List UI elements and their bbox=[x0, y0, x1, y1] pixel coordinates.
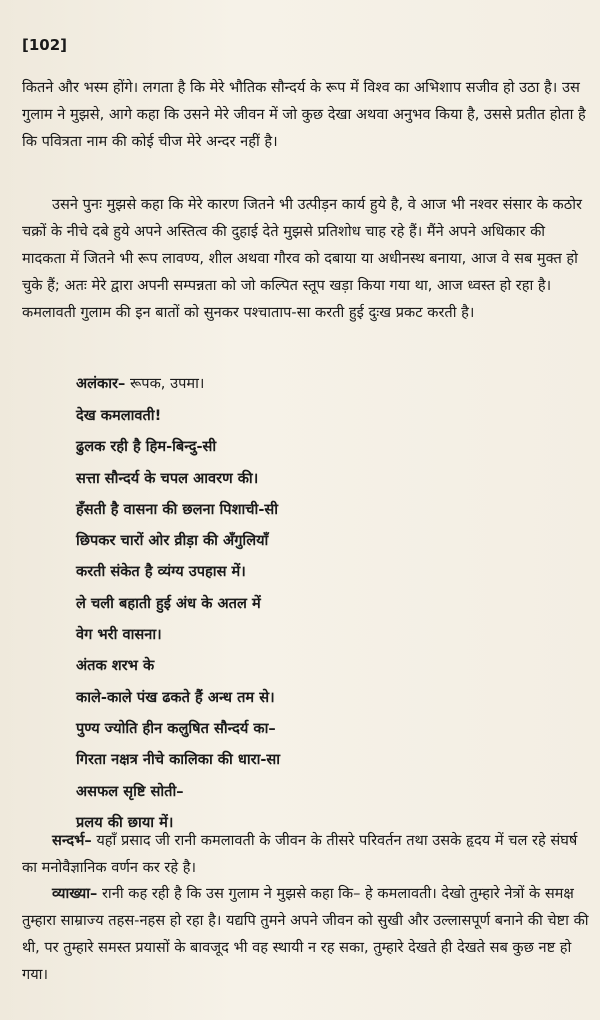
vyakhya-paragraph bbox=[22, 880, 590, 988]
verse-line: सत्ता सौन्दर्य के चपल आवरण की। bbox=[76, 469, 259, 487]
alankar-label: अलंकार– bbox=[76, 375, 126, 392]
verse-line: पुण्य ज्योति हीन कलुषित सौन्दर्य का– bbox=[76, 719, 276, 737]
paragraph-2: उसने पुनः मुझसे कहा कि मेरे कारण जितने भी उत्पीड़न कार्य हुये है, वे आज भी नश्वर संसार के कठोर चक्रों के नीचे दबे हुये अपने अस्तित्व की दुहाई देते मुझसे प्रतिशोध चाह रहे हैं। मैंने अपने अधिकार की मादकता में जितने भी रूप लावण्य, शील अथवा गौरव को दबाया या अधीनस्थ बनाया, आज वे सब मुक्त हो चुके हैं; अतः मेरे द्वारा अपनी सम्पन्नता को जो कल्पित स्तूप खड़ा किया गया था, आज ध्वस्त हो रहा है। कमलावती गुलाम की इन बातों को सुनकर पश्चाताप-सा करती हुई दुःख प्रकट करती है। bbox=[22, 196, 582, 321]
verse-line: ले चली बहाती हुई अंध के अतल में bbox=[76, 594, 261, 612]
verse-line: देख कमलावती! bbox=[76, 407, 162, 424]
verse-line: काले-काले पंख ढकते हैं अन्ध तम से। bbox=[76, 688, 275, 706]
verse-line: प्रलय की छाया में। bbox=[76, 813, 174, 831]
sandarbh-text: यहाँ प्रसाद जी रानी कमलावती के जीवन के तीसरे परिवर्तन तथा उसके हृदय में चल रहे संघर्ष का मनोवैज्ञानिक वर्णन कर रहे है। bbox=[22, 832, 578, 876]
alankar-text: रूपक, उपमा। bbox=[125, 375, 205, 392]
verse-line: छिपकर चारों ओर व्रीड़ा की अँगुलियाँ bbox=[76, 532, 269, 550]
verse-line: वेग भरी वासना। bbox=[76, 626, 162, 644]
verse-line: असफल सृष्टि सोती– bbox=[76, 782, 184, 800]
verse-block bbox=[76, 400, 586, 838]
sandarbh-label: सन्दर्भ– bbox=[52, 832, 92, 849]
verse-line: गिरता नक्षत्र नीचे कालिका की धारा-सा bbox=[76, 751, 281, 769]
verse-line: अंतक शरभ के bbox=[76, 657, 155, 675]
vyakhya-text: रानी कह रही है कि उस गुलाम ने मुझसे कहा कि– हे कमलावती। देखो तुम्हारे नेत्रों के समक्ष तुम्हारा साम्राज्य तहस-नहस हो रहा है। यद्यपि तुमने अपने जीवन को सुखी और उल्लासपूर्ण बनाने की चेष्टा की थी, पर तुम्हारे समस्त प्रयासों के बावजूद भी वह स्थायी न रह सका, तुम्हारे देखते ही देखते सब कुछ नष्ट हो गया। bbox=[22, 885, 589, 983]
sandarbh-paragraph bbox=[22, 827, 590, 881]
verse-line: करती संकेत है व्यंग्य उपहास में। bbox=[76, 563, 246, 581]
page-number: [102] bbox=[22, 36, 68, 54]
verse-line: ढुलक रही है हिम-बिन्दु-सी bbox=[76, 438, 217, 456]
vyakhya-label: व्याख्या– bbox=[52, 885, 98, 902]
paragraph-1: कितने और भस्म होंगे। लगता है कि मेरे भौतिक सौन्दर्य के रूप में विश्व का अभिशाप सजीव हो उठा है। उस गुलाम ने मुझसे, आगे कहा कि उसने मेरे जीवन में जो कुछ देखा अथवा अनुभव किया है, उससे प्रतीत होता है कि पवित्रता नाम की कोई चीज मेरे अन्दर नहीं है। bbox=[22, 79, 586, 150]
verse-line: हँसती है वासना की छलना पिशाची-सी bbox=[76, 500, 279, 518]
alankar-line bbox=[76, 370, 586, 397]
